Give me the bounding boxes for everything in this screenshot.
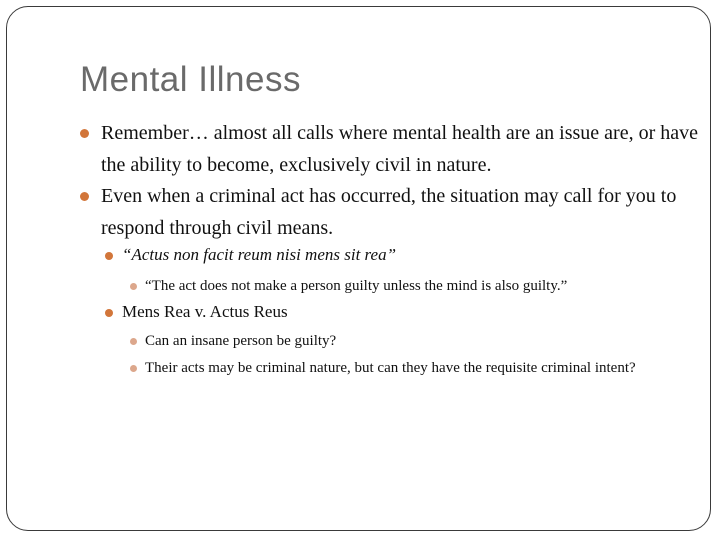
bullet-item bbox=[122, 300, 692, 324]
bullet-text: Can an insane person be guilty? bbox=[145, 333, 337, 349]
bullet-item bbox=[145, 330, 695, 352]
bullet-text: Their acts may be criminal nature, but can they have the requisite criminal intent? bbox=[145, 360, 636, 376]
bullet-dot-icon bbox=[80, 192, 89, 201]
bullet-item bbox=[122, 243, 692, 267]
bullet-item bbox=[101, 180, 701, 244]
bullet-text: “The act does not make a person guilty unless the mind is also guilty.” bbox=[145, 278, 568, 294]
bullet-dot-icon bbox=[105, 309, 113, 317]
bullet-dot-icon bbox=[130, 365, 137, 372]
bullet-dot-icon bbox=[130, 338, 137, 345]
bullet-item bbox=[145, 275, 695, 297]
bullet-item bbox=[145, 357, 665, 379]
bullet-text: Mens Rea v. Actus Reus bbox=[122, 302, 288, 321]
bullet-text: Even when a criminal act has occurred, the situation may call for you to respond through civil means. bbox=[101, 185, 677, 239]
bullet-text: Remember… almost all calls where mental health are an issue are, or have the ability to become, exclusively civil in nature. bbox=[101, 122, 698, 176]
bullet-dot-icon bbox=[80, 129, 89, 138]
slide-title: Mental Illness bbox=[80, 60, 301, 99]
bullet-dot-icon bbox=[105, 252, 113, 260]
bullet-text: “Actus non facit reum nisi mens sit rea” bbox=[122, 245, 397, 264]
bullet-dot-icon bbox=[130, 283, 137, 290]
bullet-item bbox=[101, 117, 701, 181]
